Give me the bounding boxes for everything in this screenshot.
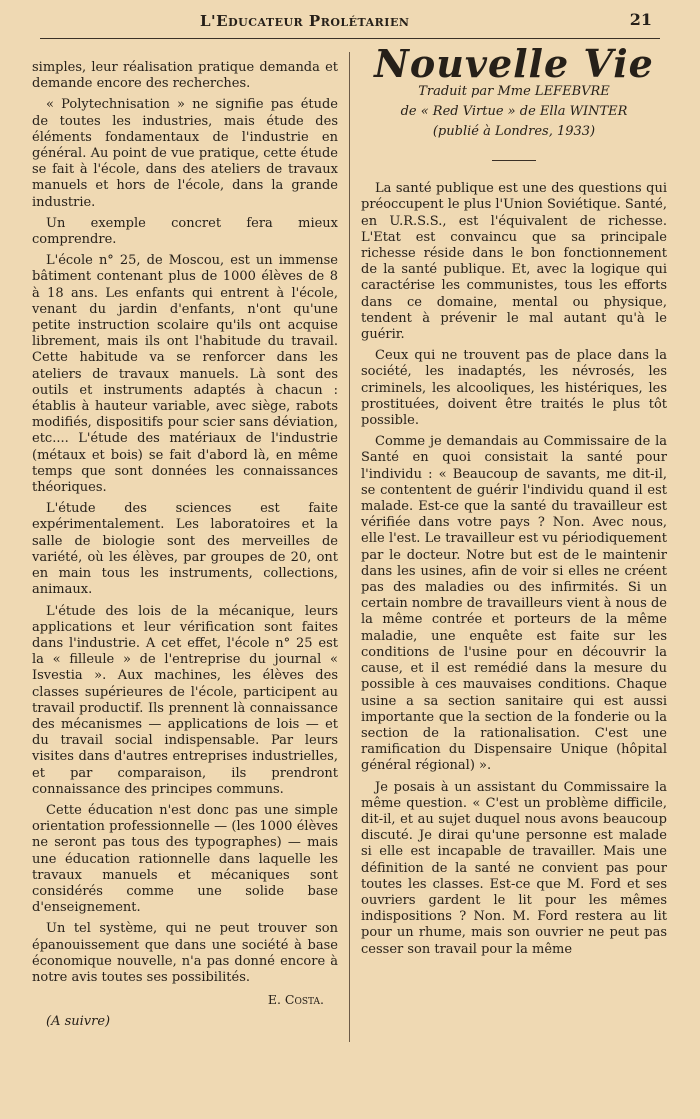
paragraph: Cette éducation n'est donc pas une simple orientation professionnelle — (les 1000 élèves ne seront pas tous des typographes) — mais une éducation rationnelle dans laquelle les travaux manuels et mécaniques sont considérés comme une solide base d'enseignement. bbox=[32, 802, 338, 916]
paragraph: La santé publique est une des questions qui préoccupent le plus l'Union Soviétique. Santé, en U.R.S.S., est l'équivalent de richesse. L'Etat est convaincu que sa principale richesse réside dans le bon fonctionnement de la santé publique. Et, avec la logique qui caractérise les communistes, tous les efforts dans ce domaine, mental ou physique, tendent à prévenir le mal autant qu'à le guérir. bbox=[361, 181, 667, 343]
paragraph: Un exemple concret fera mieux comprendre. bbox=[32, 215, 338, 248]
page-header bbox=[40, 4, 660, 39]
byline-translator: Traduit par Mme LEFEBVRE bbox=[418, 84, 610, 100]
paragraph: simples, leur réalisation pratique demanda et demande encore des recherches. bbox=[32, 60, 338, 92]
byline-publication: (publié à Londres, 1933) bbox=[432, 124, 596, 140]
paragraph: Un tel système, qui ne peut trouver son épanouissement que dans une société à base économique nouvelle, n'a pas donné encore à notre avis toutes ses possibilités. bbox=[32, 921, 338, 985]
right-column bbox=[361, 41, 667, 963]
paragraph: L'école n° 25, de Moscou, est un immense bâtiment contenant plus de 1000 élèves de 8 à 18 ans. Les enfants qui entrent à l'école, venant du jardin d'enfants, n'ont qu'une petite instruction scolaire qu'ils ont acquise librement, mais ils ont l'habitude du travail. Cette habitude va se renforcer dans les ateliers de travaux manuels. Là sont des outils et instruments adaptés à chacun : établis à hauteur variable, avec siège, rabots modifiés, dispositifs pour scier sans déviation, etc.... L'étude des matériaux de l'industrie (métaux et bois) se fait d'abord là, en même temps que sont données les connaissances théoriques. bbox=[32, 253, 338, 496]
paragraph: Ceux qui ne trouvent pas de place dans la société, les inadaptés, les névrosés, les criminels, les alcooliques, les histériques, les prostituées, doivent être traités le plus tôt possible. bbox=[361, 348, 667, 429]
left-column bbox=[32, 60, 338, 1031]
column-divider bbox=[349, 52, 350, 1042]
paragraph: L'étude des sciences est faite expérimentalement. Les laboratoires et la salle de biologie sont des merveilles de variété, où les élèves, par groupes de 20, ont en main tous les instruments, collections, animaux. bbox=[32, 501, 338, 598]
article-title: Nouvelle Vie bbox=[374, 41, 654, 86]
paragraph: L'étude des lois de la mécanique, leurs applications et leur vérification sont faites dans l'industrie. A cet effet, l'école n° 25 est la « filleule » de l'entreprise du journal « Isvestia ». Aux machines, les élèves des classes supérieures de l'école, participent au travail productif. Ils prennent là connaissance des mécanismes — applications de lois — et du travail social indispensable. Par leurs visites dans d'autres entreprises industrielles, et par comparaison, ils prendront connaissance des principes communs. bbox=[32, 603, 338, 797]
author-signature: E. Costa. bbox=[267, 992, 324, 1008]
paragraph: Je posais à un assistant du Commissaire la même question. « C'est un problème difficile, dit-il, et au sujet duquel nous avons beaucoup discuté. Je dirai qu'une personne est malade si elle est incapable de travailler. Mais une définition de la santé ne convient pas pour toutes les classes. Est-ce que M. Ford et ses ouvriers gardent le lit pour les mêmes indispositions ? Non. M. Ford restera au lit pour un rhume, mais son ouvrier ne peut pas cesser son travail pour la même bbox=[361, 779, 667, 957]
page-number: 21 bbox=[629, 10, 652, 29]
to-be-continued: (A suivre) bbox=[46, 1014, 111, 1030]
paragraph: Comme je demandais au Commissaire de la Santé en quoi consistait la santé pour l'individu : « Beaucoup de savants, me dit-il, se contentent de guérir l'individu quand il est malade. Est-ce que la santé du travailleur est vérifiée dans votre pays ? Non. Avec nous, elle l'est. Le travailleur est vu périodiquement par le docteur. Notre but est de le maintenir dans les usines, afin de voir si elles ne créent pas des maladies ou des infirmités. Si un certain nombre de travailleurs vient à nous de la même contrée et porteurs de la même maladie, une enquête est faite sur les conditions de l'usine pour en découvrir la cause, et il est remédié dans la mesure du possible à ces mauvaises conditions. Chaque usine a sa section sanitaire qui est aussi importante que la section de la fonderie ou la section de la rationalisation. C'est une ramification du Dispensaire Unique (hôpital général régional) ». bbox=[361, 434, 667, 774]
paragraph: « Polytechnisation » ne signifie pas étude de toutes les industries, mais étude des éléments fondamentaux de l'industrie en général. Au point de vue pratique, cette étude se fait à l'école, dans des ateliers de travaux manuels et hors de l'école, dans la grande industrie. bbox=[32, 97, 338, 210]
journal-title: L'Educateur Prolétarien bbox=[200, 12, 410, 30]
byline-source: de « Red Virtue » de Ella WINTER bbox=[400, 104, 628, 120]
title-separator bbox=[492, 160, 536, 161]
